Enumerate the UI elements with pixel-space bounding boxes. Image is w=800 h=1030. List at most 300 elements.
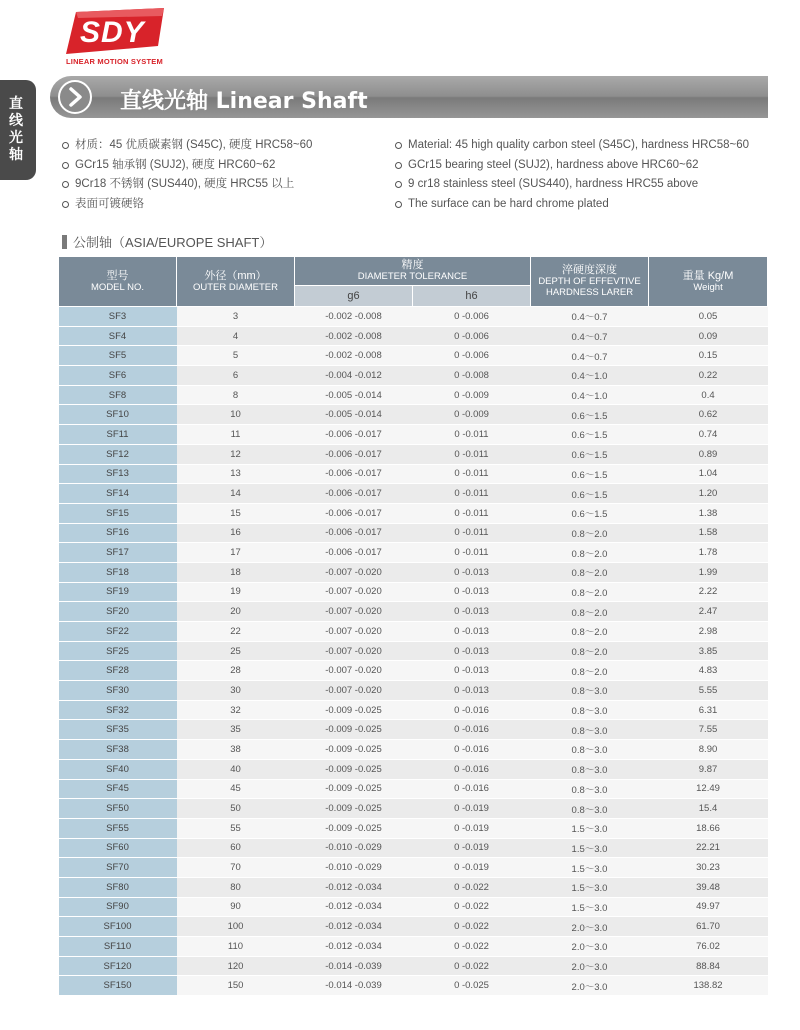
header-weight xyxy=(649,257,768,307)
g6-cell: -0.006 -0.017 xyxy=(295,523,413,543)
model-cell: SF14 xyxy=(59,484,177,504)
model-cell: SF30 xyxy=(59,681,177,701)
g6-cell: -0.006 -0.017 xyxy=(295,543,413,563)
depth-cell: 0.8～2.0 xyxy=(531,661,649,681)
page-title: 直线光轴 Linear Shaft xyxy=(120,89,368,114)
g6-cell: -0.009 -0.025 xyxy=(295,818,413,838)
od-cell: 110 xyxy=(177,937,295,957)
g6-cell: -0.002 -0.008 xyxy=(295,307,413,327)
table-row xyxy=(59,385,768,405)
model-cell: SF55 xyxy=(59,818,177,838)
g6-cell: -0.002 -0.008 xyxy=(295,326,413,346)
feature-text: Material: 45 high quality carbon steel (S45C), hardness HRC58~60 xyxy=(408,139,750,151)
od-cell: 8 xyxy=(177,385,295,405)
h6-cell: 0 -0.006 xyxy=(413,326,531,346)
bullet-icon xyxy=(395,201,402,208)
g6-cell: -0.006 -0.017 xyxy=(295,503,413,523)
model-cell: SF40 xyxy=(59,759,177,779)
table-row xyxy=(59,858,768,878)
weight-cell: 0.09 xyxy=(649,326,768,346)
od-cell: 3 xyxy=(177,307,295,327)
feature-item xyxy=(395,175,775,195)
model-cell: SF32 xyxy=(59,700,177,720)
od-cell: 100 xyxy=(177,917,295,937)
weight-cell: 1.78 xyxy=(649,543,768,563)
weight-cell: 4.83 xyxy=(649,661,768,681)
weight-cell: 7.55 xyxy=(649,720,768,740)
table-row xyxy=(59,484,768,504)
g6-cell: -0.007 -0.020 xyxy=(295,641,413,661)
depth-cell: 0.8～3.0 xyxy=(531,720,649,740)
header-weight-cn: 重量 Kg/M xyxy=(682,269,734,282)
feature-item xyxy=(395,156,775,176)
g6-cell: -0.006 -0.017 xyxy=(295,425,413,445)
h6-cell: 0 -0.019 xyxy=(413,818,531,838)
g6-cell: -0.012 -0.034 xyxy=(295,937,413,957)
table-row xyxy=(59,425,768,445)
g6-cell: -0.009 -0.025 xyxy=(295,799,413,819)
feature-text: 9 cr18 stainless steel (SUS440), hardness HRC55 above xyxy=(408,178,699,190)
weight-cell: 39.48 xyxy=(649,877,768,897)
g6-cell: -0.006 -0.017 xyxy=(295,484,413,504)
h6-cell: 0 -0.016 xyxy=(413,720,531,740)
od-cell: 32 xyxy=(177,700,295,720)
depth-cell: 0.8～3.0 xyxy=(531,740,649,760)
g6-cell: -0.007 -0.020 xyxy=(295,562,413,582)
table-row xyxy=(59,897,768,917)
g6-cell: -0.007 -0.020 xyxy=(295,681,413,701)
od-cell: 13 xyxy=(177,464,295,484)
depth-cell: 0.8～2.0 xyxy=(531,562,649,582)
depth-cell: 0.6～1.5 xyxy=(531,464,649,484)
h6-cell: 0 -0.013 xyxy=(413,661,531,681)
features-cn xyxy=(62,136,382,214)
weight-cell: 0.15 xyxy=(649,346,768,366)
h6-cell: 0 -0.013 xyxy=(413,622,531,642)
model-cell: SF110 xyxy=(59,937,177,957)
model-cell: SF60 xyxy=(59,838,177,858)
g6-cell: -0.012 -0.034 xyxy=(295,877,413,897)
weight-cell: 22.21 xyxy=(649,838,768,858)
depth-cell: 0.8～2.0 xyxy=(531,582,649,602)
od-cell: 16 xyxy=(177,523,295,543)
depth-cell: 1.5～3.0 xyxy=(531,818,649,838)
h6-cell: 0 -0.011 xyxy=(413,464,531,484)
header-model xyxy=(59,257,177,307)
bullet-icon xyxy=(62,142,69,149)
bullet-icon xyxy=(62,201,69,208)
h6-cell: 0 -0.006 xyxy=(413,307,531,327)
h6-cell: 0 -0.009 xyxy=(413,385,531,405)
h6-cell: 0 -0.022 xyxy=(413,937,531,957)
header-tolerance-en: DIAMETER TOLERANCE xyxy=(357,271,468,282)
feature-item xyxy=(395,136,775,156)
model-cell: SF120 xyxy=(59,956,177,976)
h6-cell: 0 -0.019 xyxy=(413,838,531,858)
weight-cell: 0.62 xyxy=(649,405,768,425)
section-marker xyxy=(62,235,67,249)
depth-cell: 0.8～3.0 xyxy=(531,700,649,720)
model-cell: SF6 xyxy=(59,366,177,386)
depth-cell: 0.8～3.0 xyxy=(531,779,649,799)
depth-cell: 0.8～2.0 xyxy=(531,622,649,642)
header-depth xyxy=(531,257,649,307)
od-cell: 120 xyxy=(177,956,295,976)
weight-cell: 0.05 xyxy=(649,307,768,327)
depth-cell: 0.6～1.5 xyxy=(531,425,649,445)
model-cell: SF5 xyxy=(59,346,177,366)
header-h6: h6 xyxy=(413,286,531,307)
feature-text: The surface can be hard chrome plated xyxy=(408,197,609,210)
depth-cell: 0.8～3.0 xyxy=(531,759,649,779)
model-cell: SF19 xyxy=(59,582,177,602)
table-row xyxy=(59,405,768,425)
table-row xyxy=(59,307,768,327)
feature-text: GCr15 轴承钢 (SUJ2), 硬度 HRC60~62 xyxy=(75,158,276,171)
weight-cell: 76.02 xyxy=(649,937,768,957)
model-cell: SF22 xyxy=(59,622,177,642)
model-cell: SF50 xyxy=(59,799,177,819)
table-row xyxy=(59,346,768,366)
od-cell: 22 xyxy=(177,622,295,642)
model-cell: SF13 xyxy=(59,464,177,484)
logo-tagline: LINEAR MOTION SYSTEM xyxy=(66,57,163,66)
g6-cell: -0.014 -0.039 xyxy=(295,956,413,976)
depth-cell: 0.8～3.0 xyxy=(531,681,649,701)
model-cell: SF25 xyxy=(59,641,177,661)
depth-cell: 0.6～1.5 xyxy=(531,503,649,523)
header-depth-en1: DEPTH OF EFFEVTIVE xyxy=(538,276,641,287)
table-body xyxy=(59,307,768,996)
g6-cell: -0.004 -0.012 xyxy=(295,366,413,386)
model-cell: SF12 xyxy=(59,444,177,464)
weight-cell: 8.90 xyxy=(649,740,768,760)
model-cell: SF17 xyxy=(59,543,177,563)
od-cell: 10 xyxy=(177,405,295,425)
g6-cell: -0.012 -0.034 xyxy=(295,897,413,917)
od-cell: 40 xyxy=(177,759,295,779)
header-od xyxy=(177,257,295,307)
weight-cell: 138.82 xyxy=(649,976,768,996)
weight-cell: 1.99 xyxy=(649,562,768,582)
weight-cell: 1.04 xyxy=(649,464,768,484)
bullet-icon xyxy=(395,142,402,149)
od-cell: 19 xyxy=(177,582,295,602)
od-cell: 4 xyxy=(177,326,295,346)
feature-item xyxy=(395,195,775,215)
g6-cell: -0.007 -0.020 xyxy=(295,661,413,681)
g6-cell: -0.009 -0.025 xyxy=(295,720,413,740)
h6-cell: 0 -0.019 xyxy=(413,799,531,819)
depth-cell: 2.0～3.0 xyxy=(531,976,649,996)
model-cell: SF100 xyxy=(59,917,177,937)
features-en xyxy=(395,136,775,214)
header-od-cn: 外径（mm） xyxy=(204,269,267,282)
weight-cell: 18.66 xyxy=(649,818,768,838)
weight-cell: 2.22 xyxy=(649,582,768,602)
model-cell: SF15 xyxy=(59,503,177,523)
od-cell: 15 xyxy=(177,503,295,523)
depth-cell: 0.4～0.7 xyxy=(531,326,649,346)
od-cell: 18 xyxy=(177,562,295,582)
g6-cell: -0.009 -0.025 xyxy=(295,700,413,720)
weight-cell: 12.49 xyxy=(649,779,768,799)
header-tolerance xyxy=(295,257,531,286)
table-row xyxy=(59,740,768,760)
depth-cell: 0.8～2.0 xyxy=(531,523,649,543)
od-cell: 150 xyxy=(177,976,295,996)
h6-cell: 0 -0.016 xyxy=(413,740,531,760)
section-title xyxy=(62,232,272,250)
g6-cell: -0.005 -0.014 xyxy=(295,405,413,425)
od-cell: 45 xyxy=(177,779,295,799)
h6-cell: 0 -0.013 xyxy=(413,562,531,582)
weight-cell: 3.85 xyxy=(649,641,768,661)
model-cell: SF150 xyxy=(59,976,177,996)
g6-cell: -0.009 -0.025 xyxy=(295,779,413,799)
header-od-en: OUTER DIAMETER xyxy=(193,281,278,293)
h6-cell: 0 -0.022 xyxy=(413,877,531,897)
model-cell: SF38 xyxy=(59,740,177,760)
g6-cell: -0.014 -0.039 xyxy=(295,976,413,996)
h6-cell: 0 -0.011 xyxy=(413,484,531,504)
od-cell: 5 xyxy=(177,346,295,366)
model-cell: SF3 xyxy=(59,307,177,327)
feature-item xyxy=(62,195,382,215)
table-row xyxy=(59,503,768,523)
depth-cell: 2.0～3.0 xyxy=(531,937,649,957)
table-row xyxy=(59,681,768,701)
h6-cell: 0 -0.011 xyxy=(413,523,531,543)
depth-cell: 2.0～3.0 xyxy=(531,917,649,937)
model-cell: SF45 xyxy=(59,779,177,799)
depth-cell: 0.4～0.7 xyxy=(531,307,649,327)
title-icon-circle xyxy=(58,80,92,114)
g6-cell: -0.010 -0.029 xyxy=(295,858,413,878)
weight-cell: 5.55 xyxy=(649,681,768,701)
weight-cell: 1.20 xyxy=(649,484,768,504)
feature-item xyxy=(62,136,382,156)
h6-cell: 0 -0.013 xyxy=(413,641,531,661)
od-cell: 28 xyxy=(177,661,295,681)
table-row xyxy=(59,444,768,464)
bullet-icon xyxy=(395,162,402,169)
model-cell: SF28 xyxy=(59,661,177,681)
feature-item xyxy=(62,156,382,176)
weight-cell: 2.98 xyxy=(649,622,768,642)
section-title-text: 公制轴（ASIA/EUROPE SHAFT） xyxy=(73,235,273,250)
weight-cell: 0.4 xyxy=(649,385,768,405)
od-cell: 55 xyxy=(177,818,295,838)
model-cell: SF8 xyxy=(59,385,177,405)
table-row xyxy=(59,562,768,582)
depth-cell: 2.0～3.0 xyxy=(531,956,649,976)
od-cell: 6 xyxy=(177,366,295,386)
h6-cell: 0 -0.013 xyxy=(413,582,531,602)
model-cell: SF4 xyxy=(59,326,177,346)
weight-cell: 9.87 xyxy=(649,759,768,779)
weight-cell: 49.97 xyxy=(649,897,768,917)
model-cell: SF35 xyxy=(59,720,177,740)
depth-cell: 0.6～1.5 xyxy=(531,405,649,425)
table-row xyxy=(59,622,768,642)
brand-logo xyxy=(66,8,166,68)
table-row xyxy=(59,917,768,937)
header-model-en: MODEL NO. xyxy=(91,281,144,293)
g6-cell: -0.009 -0.025 xyxy=(295,740,413,760)
depth-cell: 0.4～1.0 xyxy=(531,366,649,386)
weight-cell: 0.22 xyxy=(649,366,768,386)
h6-cell: 0 -0.009 xyxy=(413,405,531,425)
bullet-icon xyxy=(395,181,402,188)
table-row xyxy=(59,818,768,838)
table-row xyxy=(59,700,768,720)
title-bar xyxy=(50,76,768,118)
h6-cell: 0 -0.006 xyxy=(413,346,531,366)
depth-cell: 0.8～3.0 xyxy=(531,799,649,819)
weight-cell: 30.23 xyxy=(649,858,768,878)
header-depth-cn: 淬硬度深度 xyxy=(562,264,618,276)
h6-cell: 0 -0.013 xyxy=(413,602,531,622)
table-row xyxy=(59,799,768,819)
h6-cell: 0 -0.011 xyxy=(413,425,531,445)
g6-cell: -0.005 -0.014 xyxy=(295,385,413,405)
od-cell: 25 xyxy=(177,641,295,661)
model-cell: SF90 xyxy=(59,897,177,917)
depth-cell: 0.4～1.0 xyxy=(531,385,649,405)
od-cell: 60 xyxy=(177,838,295,858)
h6-cell: 0 -0.016 xyxy=(413,779,531,799)
od-cell: 14 xyxy=(177,484,295,504)
header-depth-en2: HARDNESS LARER xyxy=(545,287,634,298)
model-cell: SF10 xyxy=(59,405,177,425)
h6-cell: 0 -0.016 xyxy=(413,700,531,720)
logo-text: SDY xyxy=(80,16,145,49)
feature-text: 材质：45 优质碳素钢 (S45C), 硬度 HRC58~60 xyxy=(75,139,313,151)
h6-cell: 0 -0.019 xyxy=(413,858,531,878)
model-cell: SF70 xyxy=(59,858,177,878)
weight-cell: 1.58 xyxy=(649,523,768,543)
chevron-right-icon xyxy=(60,82,90,112)
g6-cell: -0.006 -0.017 xyxy=(295,444,413,464)
g6-cell: -0.007 -0.020 xyxy=(295,602,413,622)
table-row xyxy=(59,838,768,858)
feature-text: 表面可镀硬铬 xyxy=(75,197,144,210)
h6-cell: 0 -0.011 xyxy=(413,543,531,563)
table-row xyxy=(59,956,768,976)
table-row xyxy=(59,543,768,563)
depth-cell: 0.6～1.5 xyxy=(531,484,649,504)
model-cell: SF20 xyxy=(59,602,177,622)
table-row xyxy=(59,720,768,740)
h6-cell: 0 -0.011 xyxy=(413,503,531,523)
header-g6: g6 xyxy=(295,286,413,307)
depth-cell: 0.4～0.7 xyxy=(531,346,649,366)
depth-cell: 0.6～1.5 xyxy=(531,444,649,464)
table-row xyxy=(59,366,768,386)
header-model-cn: 型号 xyxy=(106,269,129,282)
h6-cell: 0 -0.016 xyxy=(413,759,531,779)
table-row xyxy=(59,661,768,681)
h6-cell: 0 -0.022 xyxy=(413,917,531,937)
weight-cell: 6.31 xyxy=(649,700,768,720)
table-row xyxy=(59,464,768,484)
depth-cell: 1.5～3.0 xyxy=(531,858,649,878)
table-row xyxy=(59,937,768,957)
table-row xyxy=(59,523,768,543)
weight-cell: 0.74 xyxy=(649,425,768,445)
model-cell: SF11 xyxy=(59,425,177,445)
weight-cell: 0.89 xyxy=(649,444,768,464)
depth-cell: 1.5～3.0 xyxy=(531,877,649,897)
feature-text: 9Cr18 不锈钢 (SUS440), 硬度 HRC55 以上 xyxy=(75,178,295,190)
table-row xyxy=(59,641,768,661)
table-row xyxy=(59,976,768,996)
g6-cell: -0.007 -0.020 xyxy=(295,622,413,642)
g6-cell: -0.009 -0.025 xyxy=(295,759,413,779)
feature-item xyxy=(62,175,382,195)
h6-cell: 0 -0.013 xyxy=(413,681,531,701)
od-cell: 17 xyxy=(177,543,295,563)
bullet-icon xyxy=(62,181,69,188)
side-tab-label: 直线光轴 xyxy=(9,96,23,163)
header-weight-en: Weight xyxy=(693,281,723,293)
g6-cell: -0.012 -0.034 xyxy=(295,917,413,937)
h6-cell: 0 -0.022 xyxy=(413,956,531,976)
shaft-spec-table xyxy=(58,256,768,996)
table-row xyxy=(59,759,768,779)
od-cell: 70 xyxy=(177,858,295,878)
header-tolerance-cn: 精度 xyxy=(401,259,424,271)
feature-text: GCr15 bearing steel (SUJ2), hardness above HRC60~62 xyxy=(408,158,699,171)
h6-cell: 0 -0.008 xyxy=(413,366,531,386)
weight-cell: 88.84 xyxy=(649,956,768,976)
g6-cell: -0.006 -0.017 xyxy=(295,464,413,484)
od-cell: 30 xyxy=(177,681,295,701)
g6-cell: -0.002 -0.008 xyxy=(295,346,413,366)
depth-cell: 0.8～2.0 xyxy=(531,543,649,563)
side-tab[interactable] xyxy=(0,80,36,180)
od-cell: 80 xyxy=(177,877,295,897)
g6-cell: -0.007 -0.020 xyxy=(295,582,413,602)
od-cell: 50 xyxy=(177,799,295,819)
od-cell: 38 xyxy=(177,740,295,760)
weight-cell: 15.4 xyxy=(649,799,768,819)
table-row xyxy=(59,582,768,602)
od-cell: 12 xyxy=(177,444,295,464)
bullet-icon xyxy=(62,162,69,169)
od-cell: 11 xyxy=(177,425,295,445)
od-cell: 20 xyxy=(177,602,295,622)
weight-cell: 1.38 xyxy=(649,503,768,523)
weight-cell: 61.70 xyxy=(649,917,768,937)
table-row xyxy=(59,877,768,897)
g6-cell: -0.010 -0.029 xyxy=(295,838,413,858)
h6-cell: 0 -0.025 xyxy=(413,976,531,996)
weight-cell: 2.47 xyxy=(649,602,768,622)
od-cell: 35 xyxy=(177,720,295,740)
table-row xyxy=(59,326,768,346)
model-cell: SF80 xyxy=(59,877,177,897)
model-cell: SF16 xyxy=(59,523,177,543)
h6-cell: 0 -0.011 xyxy=(413,444,531,464)
od-cell: 90 xyxy=(177,897,295,917)
depth-cell: 0.8～2.0 xyxy=(531,641,649,661)
h6-cell: 0 -0.022 xyxy=(413,897,531,917)
depth-cell: 1.5～3.0 xyxy=(531,838,649,858)
depth-cell: 1.5～3.0 xyxy=(531,897,649,917)
table-row xyxy=(59,779,768,799)
